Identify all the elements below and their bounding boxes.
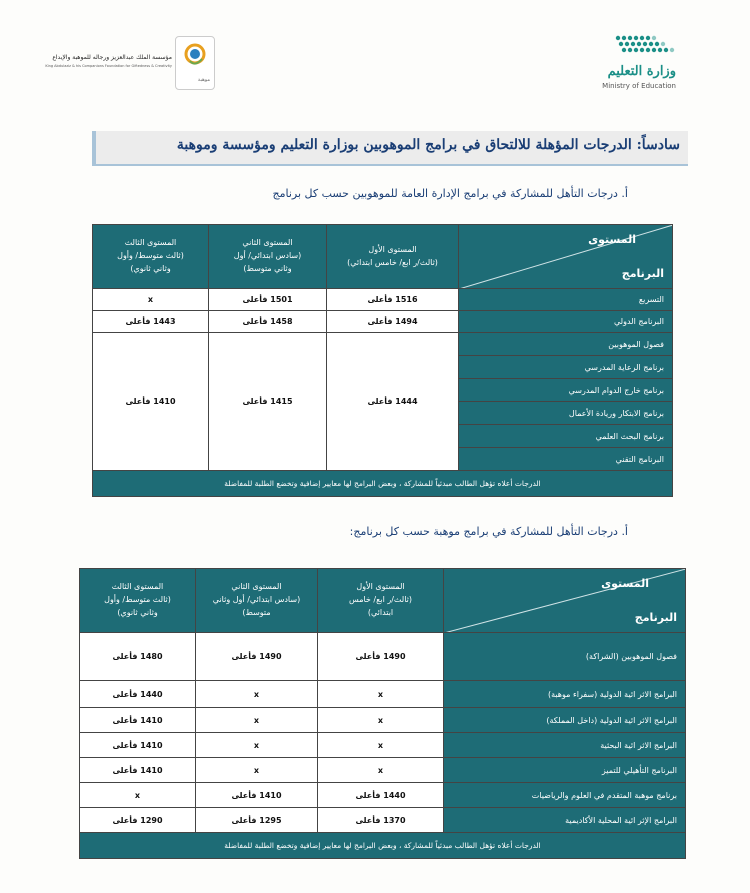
foundation-name-ar: مؤسسة الملك عبدالعزيز ورجاله للموهبة والإبداع	[52, 54, 172, 61]
program-name: برنامج خارج الدوام المدرسي	[459, 379, 673, 402]
program-name: البرامج الاثر ائية البحثية	[444, 733, 686, 758]
program-name: البرامج الاثر ائية الدولية (داخل المملكة)	[444, 708, 686, 733]
table1-header-row	[93, 225, 673, 289]
table-row: 1443 فأعلى 1458 فأعلى 1494 فأعلى البرنامج الدولي	[93, 311, 673, 333]
table1-note: الدرجات أعلاه تؤهل الطالب مبدئياً للمشاركة ، وبعض البرامج لها معايير إضافية وتخضع الطلبة للمفاضلة	[93, 471, 673, 497]
table1-col-level2: المستوى الثاني (سادس ابتدائي/ أول وثاني متوسط)	[209, 225, 327, 289]
program-name: برنامج الرعاية المدرسي	[459, 356, 673, 379]
mawhiba-logo	[175, 36, 215, 90]
table2-note: الدرجات أعلاه تؤهل الطالب مبدئياً للمشاركة ، وبعض البرامج لها معايير إضافية وتخضع الطلبة للمفاضلة	[80, 833, 686, 859]
table1-note-row	[93, 471, 673, 497]
table-row: x 1501 فأعلى 1516 فأعلى التسريع	[93, 289, 673, 311]
table1-col-level1: المستوى الأول (ثالث/ر ابع/ خامس ابتدائي)	[327, 225, 459, 289]
mawhiba-label: موهبة	[197, 77, 210, 83]
table2-note-row	[80, 833, 686, 859]
table1-heading: أ. درجات التأهل للمشاركة في برامج الإدارة العامة للموهوبين حسب كل برنامج	[272, 187, 628, 200]
table2-corner-level: المستوى	[601, 577, 649, 590]
table2-col-level2: المستوى الثاني (سادس ابتدائي/ أول وثاني متوسط)	[196, 569, 318, 633]
table1	[92, 224, 673, 497]
table2-corner-program: البرنامج	[634, 611, 677, 624]
table-row: 1440 فأعلى x x البرامج الاثر ائية الدولية (سفراء موهبة)	[80, 681, 686, 708]
table2-header-row	[80, 569, 686, 633]
group-value-level3: 1410 فأعلى	[93, 333, 209, 471]
group-value-level1: 1444 فأعلى	[327, 333, 459, 471]
table1-col-level3: المستوى الثالث (ثالث متوسط/ وأول وثاني ثانوي)	[93, 225, 209, 289]
ministry-name-en: Ministry of Education	[602, 82, 676, 90]
table-row: 1410 فأعلى x x البرامج الاثر ائية البحثية	[80, 733, 686, 758]
program-name: البرنامج الدولي	[459, 311, 673, 333]
foundation-name-en: King Abdulaziz & his Companions Foundation for Giftedness & Creativity	[45, 64, 172, 68]
program-name: برنامج الابتكار وريادة الأعمال	[459, 402, 673, 425]
table2-col-level1: المستوى الأول (ثالث/ر ابع/ خامس ابتدائي)	[318, 569, 444, 633]
table-row: 1410 فأعلى x x البرنامج التأهيلي للتميز	[80, 758, 686, 783]
program-name: البرامج الإثر ائية المحلية الأكاديمية	[444, 808, 686, 833]
program-name: البرنامج التأهيلي للتميز	[444, 758, 686, 783]
table-row: 1410 فأعلى x x البرامج الاثر ائية الدولية (داخل المملكة)	[80, 708, 686, 733]
program-name: البرنامج التقني	[459, 448, 673, 471]
table-row: 1290 فأعلى 1295 فأعلى 1370 فأعلى البرامج الإثر ائية المحلية الأكاديمية	[80, 808, 686, 833]
ministry-logo	[570, 32, 680, 94]
table2-col-level3: المستوى الثالث (ثالث متوسط/ وأول وثاني ثانوي)	[80, 569, 196, 633]
table-row: x 1410 فأعلى 1440 فأعلى برنامج موهبة المتقدم في العلوم والرياضيات	[80, 783, 686, 808]
ministry-dots-icon	[612, 32, 682, 60]
mawhiba-emblem-icon	[176, 37, 214, 77]
section-title-bar	[92, 131, 688, 166]
program-name: برنامج موهبة المتقدم في العلوم والرياضيات	[444, 783, 686, 808]
ministry-name-ar: وزارة التعليم	[607, 64, 676, 79]
table1-corner-header	[459, 225, 673, 289]
program-name: فصول الموهوبين	[459, 333, 673, 356]
table2-corner-header	[444, 569, 686, 633]
table1-corner-program: البرنامج	[621, 267, 664, 280]
table-row	[93, 333, 673, 356]
group-value-level2: 1415 فأعلى	[209, 333, 327, 471]
program-name: فصول الموهوبين (الشراكة)	[444, 633, 686, 681]
table1-corner-level: المستوى	[588, 233, 636, 246]
table2-heading: أ. درجات التأهل للمشاركة في برامج موهبة حسب كل برنامج:	[349, 525, 628, 538]
table-row: 1480 فأعلى 1490 فأعلى 1490 فأعلى فصول الموهوبين (الشراكة)	[80, 633, 686, 681]
table2	[79, 568, 686, 859]
program-name: البرامج الاثر ائية الدولية (سفراء موهبة)	[444, 681, 686, 708]
program-name: برنامج البحث العلمي	[459, 425, 673, 448]
program-name: التسريع	[459, 289, 673, 311]
section-title: سادساً: الدرجات المؤهلة للالتحاق في برامج الموهوبين بوزارة التعليم ومؤسسة وموهبة	[176, 137, 680, 153]
